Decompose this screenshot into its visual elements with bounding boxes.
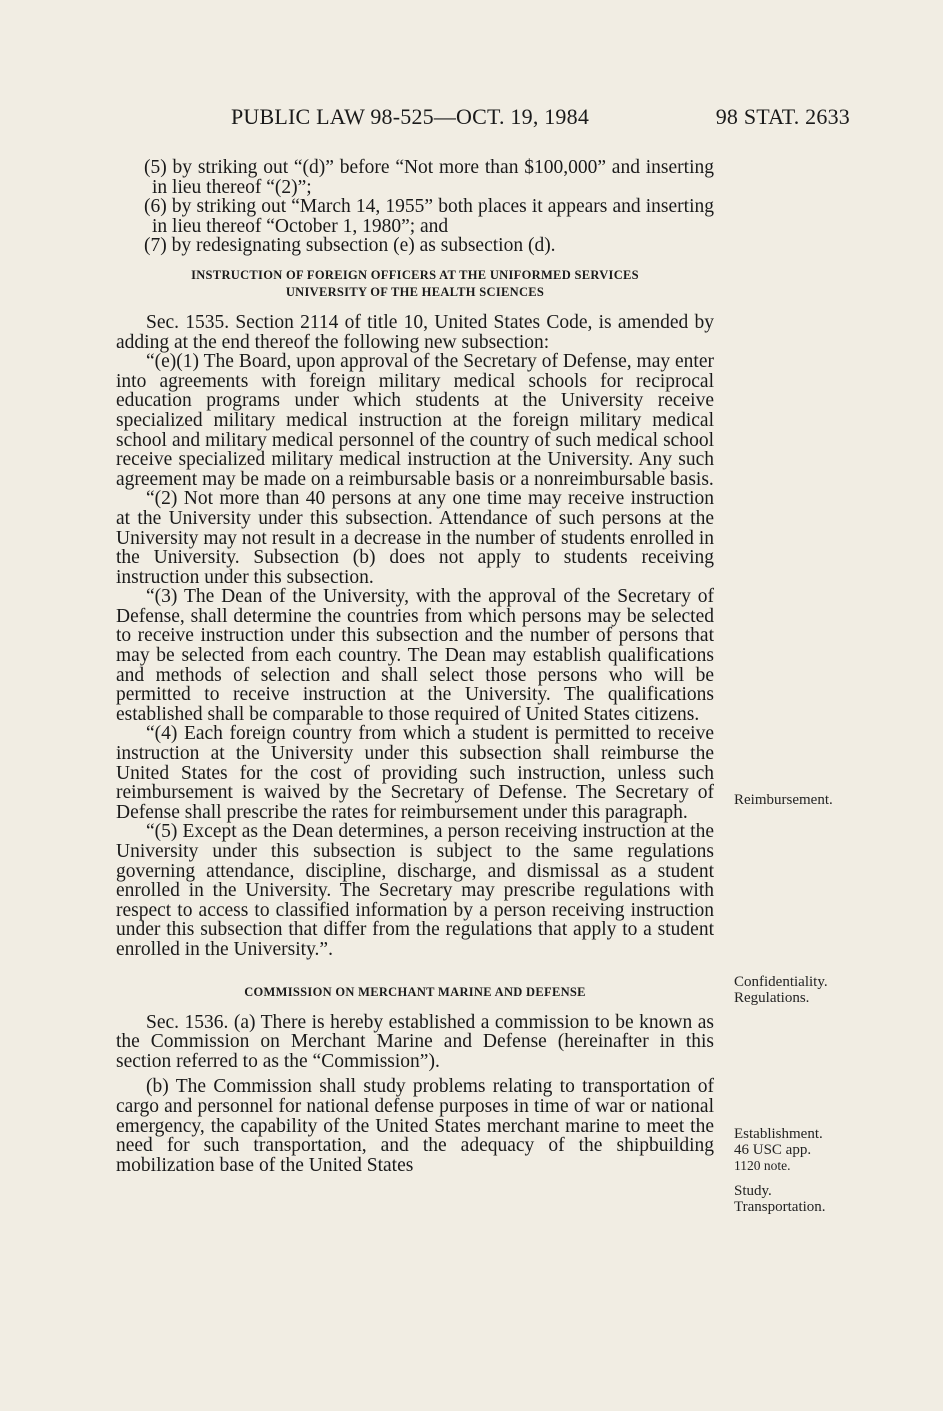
section-1535-heading-line1: INSTRUCTION OF FOREIGN OFFICERS AT THE UNIFORMED SERVICES	[191, 267, 639, 282]
margin-note-usc-note: 1120 note.	[734, 1158, 791, 1173]
margin-note-regulations-text: Regulations.	[734, 990, 810, 1006]
section-1536-paragraph-a: Sec. 1536. (a) There is hereby established a commission to be known as the Commission on Merchant Marine and Defense (hereinafter in this section referred to as the “Commission”).	[116, 1011, 714, 1072]
section-1535-paragraph-1: “(e)(1) The Board, upon approval of the Secretary of Defense, may enter into agreements with foreign military medical schools for reciprocal education programs under which students at the University receive specialized military medical instruction at the foreign military medical school and military medical personnel of the country of such medical school receive specialized military medical instruction at the University. Any such agreement may be made on a reimbursable basis or a nonreimbursable basis.	[116, 351, 714, 490]
margin-note-reimbursement	[734, 792, 833, 808]
section-1536-heading: COMMISSION ON MERCHANT MARINE AND DEFENSE	[244, 984, 586, 999]
margin-note-usc-ref: 46 USC app.	[734, 1142, 812, 1158]
margin-note-establishment-text: Establishment.	[734, 1126, 823, 1142]
section-1535-paragraph-3: “(3) The Dean of the University, with the approval of the Secretary of Defense, shall determine the countries from which persons may be selected to receive instruction under this subsection and the number of persons that may be selected from each country. The Dean may establish qualifications and methods of selection and shall select those persons who will be permitted to receive instruction at the University. The qualifications established shall be comparable to those required of United States citizens.	[116, 586, 714, 725]
running-head-title: PUBLIC LAW 98-525—OCT. 19, 1984	[230, 104, 590, 129]
margin-note-reimbursement-text: Reimbursement.	[734, 792, 833, 808]
section-1536-paragraph-b: (b) The Commission shall study problems relating to transportation of cargo and personnel for national defense purposes in time of war or national emergency, the capability of the United States merchant marine to meet the need for such transportation, and the adequacy of the shipbuilding mobilization base of the United States	[116, 1076, 714, 1176]
statute-page-number: 98 STAT. 2633	[715, 104, 850, 129]
page-header	[0, 104, 943, 138]
margin-note-study	[734, 1183, 826, 1215]
margin-note-transportation-text: Transportation.	[734, 1199, 826, 1215]
margin-note-confidentiality-text: Confidentiality.	[734, 974, 828, 990]
margin-note-study-text: Study.	[734, 1183, 772, 1199]
section-1535-intro: Sec. 1535. Section 2114 of title 10, United States Code, is amended by adding at the end thereof the following new subsection:	[116, 311, 714, 353]
amendment-item-5: (5) by striking out “(d)” before “Not more than $100,000” and inserting in lieu thereof “(2)”;	[144, 157, 714, 198]
amendment-item-6: (6) by striking out “March 14, 1955” both places it appears and inserting in lieu thereof “October 1, 1980”; and	[144, 196, 714, 237]
margin-note-confidentiality	[734, 974, 828, 1006]
section-1535-paragraph-4: “(4) Each foreign country from which a student is permitted to receive instruction at the University under this subsection shall reimburse the United States for the cost of providing such instruction, unless such reimbursement is waived by the Secretary of Defense. The Secretary of Defense shall prescribe the rates for reimbursement under this paragraph.	[116, 723, 714, 823]
section-1535-heading-line2: UNIVERSITY OF THE HEALTH SCIENCES	[285, 284, 545, 299]
body-text	[116, 158, 714, 1175]
amendment-item-7: (7) by redesignating subsection (e) as subsection (d).	[144, 235, 556, 257]
section-1535-paragraph-5: “(5) Except as the Dean determines, a person receiving instruction at the University under this subsection is subject to the same regulations governing attendance, discipline, discharge, and dismissal as a student enrolled in the University. The Secretary may prescribe regulations with respect to access to classified information by a person receiving instruction under this subsection that differ from the regulations that apply to a student enrolled in the University.”.	[116, 821, 714, 960]
section-1535-paragraph-2: “(2) Not more than 40 persons at any one time may receive instruction at the University under this subsection. Attendance of such persons at the University may not result in a decrease in the number of students enrolled in the University. Subsection (b) does not apply to students receiving instruction under this subsection.	[116, 488, 714, 588]
margin-note-establishment	[734, 1126, 823, 1174]
